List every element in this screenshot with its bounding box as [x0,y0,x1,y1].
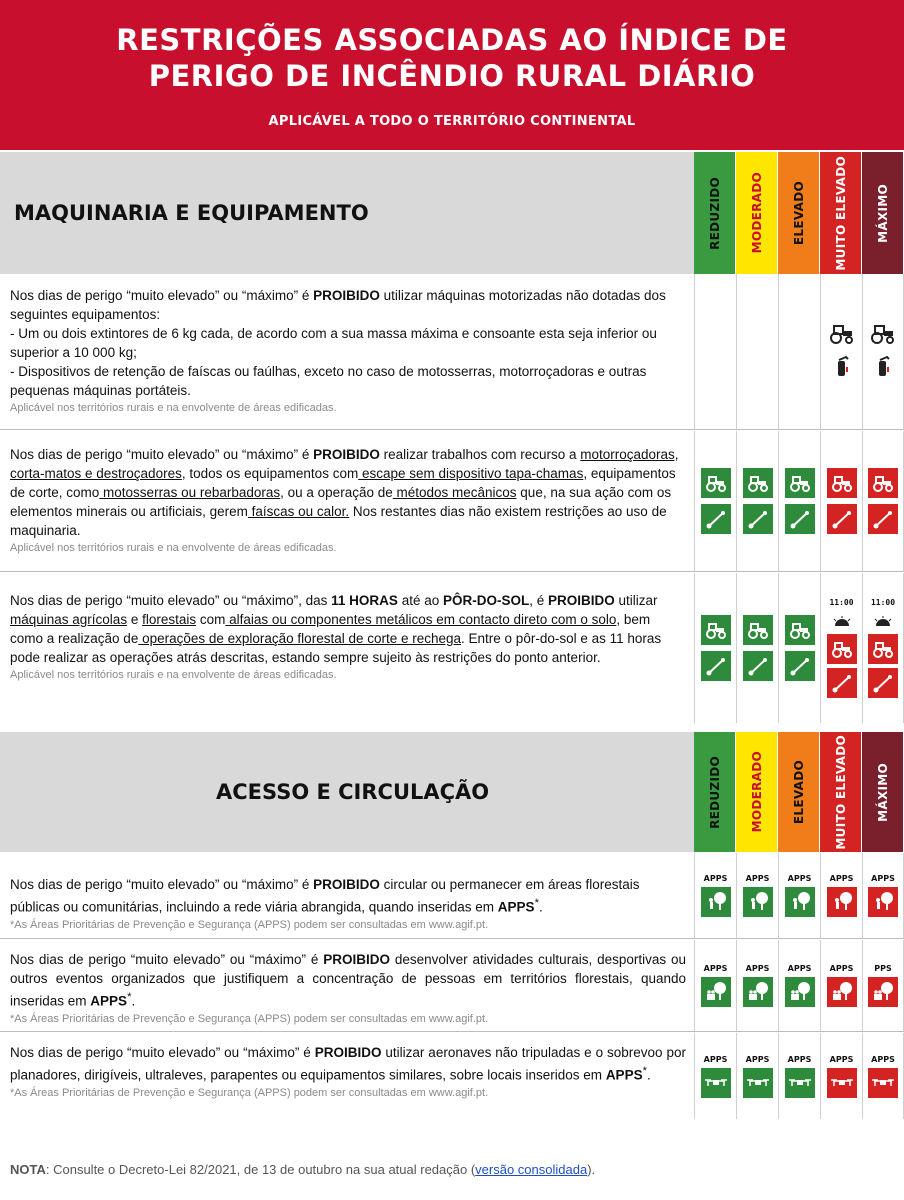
forest-walker-icon [868,887,898,917]
cell-elevado [778,1033,820,1119]
cell-reduzido [694,940,736,1031]
drone-icon [785,1068,815,1098]
apps-label: APPS [745,1054,770,1064]
extinguisher-icon [829,355,855,381]
apps-label: PPS [874,964,892,973]
cell-elevado [778,940,820,1031]
apps-label: APPS [829,964,854,973]
level-columns [694,1033,904,1119]
tractor-icon [701,468,731,498]
level-elevado: ELEVADO [778,152,820,274]
level-elevado: ELEVADO [778,732,820,852]
restriction-text: Nos dias de perigo “muito elevado” ou “máximo”, das 11 HORAS até ao PÔR-DO-SOL, é PROIBIDO utilizar máquinas agrícolas e florestais com alfaias ou componentes metálicos em contacto direto com o solo, bem como a realização de operações de exploração florestal de corte e rechega. Entre o pôr-do-sol e as 11 horas pode realizar as operações atrás descritas, estando sempre sujeito às restrições do ponto anterior. Aplicável nos territórios rurais e na envolvente de áreas edificadas. [10,591,686,683]
forest-event-icon [701,977,731,1007]
apps-label: APPS [703,964,728,973]
restriction-row-forest-access [0,853,904,939]
cell-maximo [862,1033,904,1119]
tractor-icon [827,468,857,498]
apps-label: APPS [745,874,770,883]
cell-reduzido [694,274,736,429]
tractor-icon [870,323,896,349]
time-label: 11:00 [829,598,854,607]
cell-reduzido [694,431,736,571]
tractor-icon [785,615,815,645]
cell-muito-elevado [820,940,862,1031]
cell-maximo [862,940,904,1031]
level-maximo: MÁXIMO [862,152,904,274]
sunset-icon [872,611,894,630]
page-subtitle: APLICÁVEL A TODO O TERRITÓRIO CONTINENTAL [268,114,636,129]
page-title-line2: PERIGO DE INCÊNDIO RURAL DIÁRIO [148,59,756,93]
tractor-icon [868,468,898,498]
danger-levels [694,732,904,852]
cell-maximo [862,573,904,723]
restriction-row-agricultural [0,573,904,723]
apps-label: APPS [829,1054,854,1064]
brush-cutter-icon [868,668,898,698]
footer-note [10,1162,595,1177]
cell-moderado [736,1033,778,1119]
cell-maximo [862,274,904,429]
cell-muito-elevado [820,431,862,571]
section-title: MAQUINARIA E EQUIPAMENTO [0,152,694,274]
restriction-text: Nos dias de perigo “muito elevado” ou “máximo” é PROIBIDO desenvolver atividades culturais, desportivas ou outros eventos organizados que justifiquem a concentração de pessoas em territórios florestais, quando inseridas em APPS*. *As Áreas Prioritárias de Prevenção e Segurança (APPS) podem ser consultadas em www.agif.pt. [10,952,686,1025]
extinguisher-icon [870,355,896,381]
apps-label: APPS [703,874,728,883]
forest-walker-icon [743,887,773,917]
forest-event-icon [743,977,773,1007]
level-columns [694,940,904,1031]
level-moderado: MODERADO [736,152,778,274]
cell-moderado [736,853,778,938]
brush-cutter-icon [743,651,773,681]
apps-label: APPS [871,1054,895,1064]
apps-label: APPS [745,964,770,973]
restriction-text: Nos dias de perigo “muito elevado” ou “máximo” é PROIBIDO circular ou permanecer em áreas florestais públicas ou comunitárias, incluindo a rede viária abrangida, quando inseridas em APPS*. *As Áreas Prioritárias de Prevenção e Segurança (APPS) podem ser consultadas em www.agif.pt. [10,875,686,933]
tractor-icon [785,468,815,498]
cell-moderado [736,940,778,1031]
apps-label: APPS [703,1054,728,1064]
drone-icon [827,1068,857,1098]
drone-icon [701,1068,731,1098]
apps-note: *As Áreas Prioritárias de Prevenção e Segurança (APPS) podem ser consultadas em www.agif.pt. [10,1086,489,1099]
cell-elevado [778,274,820,429]
level-columns [694,274,904,429]
apps-label: APPS [871,874,895,883]
sunset-icon [831,611,853,630]
cell-moderado [736,274,778,429]
footer-text: : Consulte o Decreto-Lei 82/2021, de 13 de outubro na sua atual redação ( [45,1162,476,1177]
forest-walker-icon [827,887,857,917]
cell-maximo [862,431,904,571]
forest-walker-icon [701,887,731,917]
restriction-text: Nos dias de perigo “muito elevado” ou “máximo” é PROIBIDO realizar trabalhos com recurso a motorroçadoras, corta-matos e destroçadores, todos os equipamentos com escape sem dispositivo tapa-chamas, equipamentos de corte, como motosserras ou rebarbadoras, ou a operação de métodos mecânicos que, na sua ação com os elementos minerais ou artificiais, gerem faíscas ou calor. Nos restantes dias não existem restrições ao uso de maquinaria. Aplicável nos territórios rurais e na envolvente de áreas edificadas. [10,445,686,556]
brush-cutter-icon [827,504,857,534]
applicability-note: Aplicável nos territórios rurais e na envolvente de áreas edificadas. [10,542,337,554]
brush-cutter-icon [701,504,731,534]
consolidated-version-link[interactable]: versão consolidada [475,1162,588,1177]
level-maximo: MÁXIMO [862,732,904,852]
danger-levels [694,152,904,274]
cell-elevado [778,853,820,938]
cell-moderado [736,431,778,571]
restriction-row-drones [0,1033,904,1119]
section-title: ACESSO E CIRCULAÇÃO [0,732,694,852]
level-moderado: MODERADO [736,732,778,852]
level-reduzido: REDUZIDO [694,732,736,852]
restriction-text: Nos dias de perigo “muito elevado” ou “máximo” é PROIBIDO utilizar máquinas motorizadas não dotadas dos seguintes equipamentos: - Um ou dois extintores de 6 kg cada, de acordo com a sua massa máxima e consoante esta seja inferior ou superior a 10 000 kg; - Dispositivos de retenção de faíscas ou faúlhas, exceto no caso de motosserras, motorroçadoras e outras pequenas máquinas portáteis. Aplicável nos territórios rurais e na envolvente de áreas edificadas. [10,286,686,416]
applicability-note: Aplicável nos territórios rurais e na envolvente de áreas edificadas. [10,669,337,681]
level-muito-elevado: MUITO ELEVADO [820,732,862,852]
tractor-icon [827,634,857,664]
level-reduzido: REDUZIDO [694,152,736,274]
tractor-icon [829,323,855,349]
level-muito-elevado: MUITO ELEVADO [820,152,862,274]
footer-end: ). [587,1162,596,1177]
cell-elevado [778,573,820,723]
footer-label: NOTA [10,1162,46,1177]
brush-cutter-icon [701,651,731,681]
level-columns [694,853,904,938]
forest-walker-icon [785,887,815,917]
applicability-note: Aplicável nos territórios rurais e na envolvente de áreas edificadas. [10,402,337,414]
cell-maximo [862,853,904,938]
brush-cutter-icon [785,504,815,534]
restriction-text: Nos dias de perigo “muito elevado” ou “máximo” é PROIBIDO utilizar aeronaves não tripuladas e o sobrevoo por planadores, dirigíveis, ultraleves, parapentes ou equipamentos similares, sobre locais inseridos em APPS*. *As Áreas Prioritárias de Prevenção e Segurança (APPS) podem ser consultadas em www.agif.pt. [10,1045,687,1099]
restriction-row-events [0,940,904,1032]
brush-cutter-icon [743,504,773,534]
apps-label: APPS [829,874,854,883]
level-columns [694,573,904,723]
level-columns [694,431,904,571]
drone-icon [868,1068,898,1098]
drone-icon [743,1068,773,1098]
brush-cutter-icon [827,668,857,698]
cell-muito-elevado [820,1033,862,1119]
time-label: 11:00 [870,598,896,607]
cell-muito-elevado [820,853,862,938]
cell-muito-elevado [820,573,862,723]
tractor-icon [868,634,898,664]
section-acesso-header [0,732,904,852]
section-maquinaria-header [0,152,904,274]
restriction-row-tools [0,431,904,572]
cell-elevado [778,431,820,571]
cell-muito-elevado [820,274,862,429]
apps-label: APPS [787,964,812,973]
page-title-line1: RESTRIÇÕES ASSOCIADAS AO ÍNDICE DE [116,23,788,57]
forest-event-icon [827,977,857,1007]
forest-event-icon [868,977,898,1007]
tractor-icon [701,615,731,645]
apps-note: *As Áreas Prioritárias de Prevenção e Segurança (APPS) podem ser consultadas em www.agif.pt. [10,1012,489,1025]
brush-cutter-icon [785,651,815,681]
brush-cutter-icon [868,504,898,534]
restriction-row-equipment [0,274,904,430]
apps-label: APPS [787,1054,812,1064]
tractor-icon [743,615,773,645]
apps-note: *As Áreas Prioritárias de Prevenção e Segurança (APPS) podem ser consultadas em www.agif.pt. [10,918,489,931]
tractor-icon [743,468,773,498]
cell-reduzido [694,1033,736,1119]
cell-moderado [736,573,778,723]
cell-reduzido [694,573,736,723]
apps-label: APPS [787,874,812,883]
forest-event-icon [785,977,815,1007]
cell-reduzido [694,853,736,938]
page-header [0,0,904,150]
